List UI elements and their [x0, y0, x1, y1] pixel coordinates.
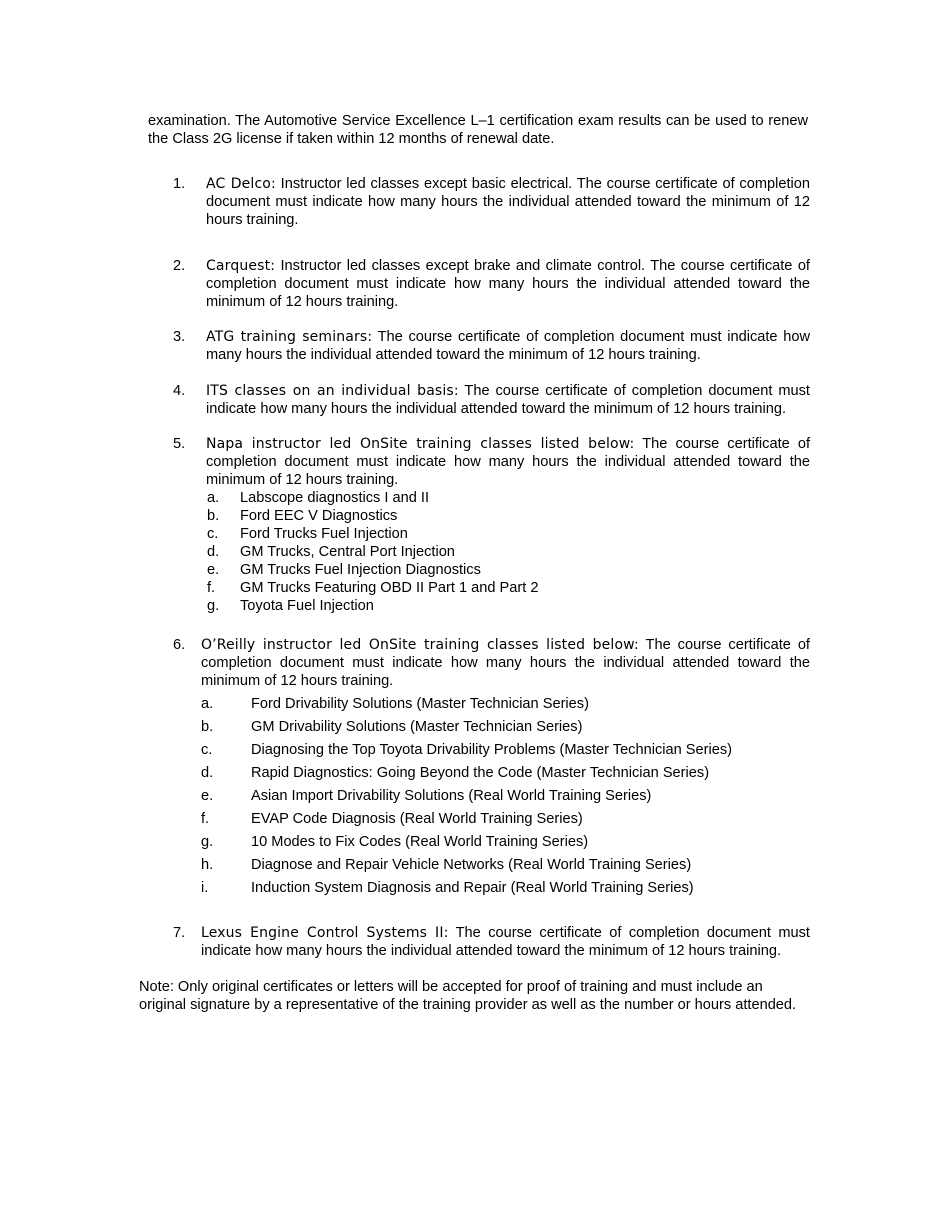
- list-item-1: [148, 175, 810, 229]
- sub-text: GM Trucks, Central Port Injection: [240, 544, 455, 560]
- sub-list-item: [206, 561, 810, 579]
- sub-list-item: [201, 764, 810, 787]
- item-body: [206, 175, 810, 229]
- sub-list-item: [206, 489, 810, 507]
- sub-list-item: [201, 695, 810, 718]
- sub-letter: b.: [207, 508, 220, 524]
- sub-letter: c.: [201, 742, 213, 758]
- sub-letter: e.: [207, 562, 220, 578]
- item-text: The course certificate of completion document must indicate how many hours the individual attended toward the minimum of 12 hours training.: [206, 329, 810, 363]
- sub-text: EVAP Code Diagnosis (Real World Training Series): [251, 811, 583, 827]
- sub-text: Induction System Diagnosis and Repair (Real World Training Series): [251, 880, 694, 896]
- item-body: [206, 382, 810, 418]
- list-item-2: [148, 257, 810, 311]
- sub-text: 10 Modes to Fix Codes (Real World Training Series): [251, 834, 589, 850]
- item-number: 1.: [173, 176, 186, 192]
- item-body: [201, 636, 810, 902]
- list-item-6: [148, 636, 810, 902]
- sub-text: Ford Drivability Solutions (Master Technician Series): [251, 696, 589, 712]
- item-number: 3.: [173, 329, 186, 345]
- sub-letter: i.: [201, 880, 209, 896]
- item-heading: Napa instructor led OnSite training classes listed below:: [206, 436, 635, 452]
- item-heading: Lexus Engine Control Systems II:: [201, 925, 449, 941]
- item-text: Instructor led classes except basic electrical. The course certificate of completion document must indicate how many hours the individual attended toward the minimum of 12 hours training.: [206, 176, 811, 228]
- sub-list-item: [206, 543, 810, 561]
- item-text: The course certificate of completion document must indicate how many hours the individual attended toward the minimum of 12 hours training.: [206, 436, 810, 488]
- item-text: Instructor led classes except brake and climate control. The course certificate of completion document must indicate how many hours the individual attended toward the minimum of 12 hours training.: [206, 258, 810, 310]
- sub-list-item: [206, 507, 810, 525]
- sub-text: Toyota Fuel Injection: [240, 598, 374, 614]
- item-body: [206, 435, 810, 615]
- item-text: The course certificate of completion document must indicate how many hours the individual attended toward the minimum of 12 hours training.: [201, 925, 810, 959]
- item-number: 6.: [173, 637, 186, 653]
- sub-list-item: [201, 787, 810, 810]
- sub-letter: e.: [201, 788, 214, 804]
- sub-text: Diagnosing the Top Toyota Drivability Problems (Master Technician Series): [251, 742, 733, 758]
- list-item-5: [148, 435, 810, 615]
- sub-letter: h.: [201, 857, 214, 873]
- sub-list-item: [201, 856, 810, 879]
- sub-text: Asian Import Drivability Solutions (Real World Training Series): [251, 788, 652, 804]
- sub-letter: a.: [207, 490, 220, 506]
- oreilly-class-list: [201, 695, 810, 902]
- sub-text: Labscope diagnostics I and II: [240, 490, 430, 506]
- sub-text: GM Trucks Fuel Injection Diagnostics: [240, 562, 481, 578]
- sub-list-item: [201, 879, 810, 902]
- sub-list-item: [201, 741, 810, 764]
- sub-list-item: [206, 579, 810, 597]
- sub-letter: f.: [201, 811, 210, 827]
- item-heading: Carquest:: [206, 258, 276, 274]
- sub-list-item: [206, 525, 810, 543]
- list-item-3: [148, 328, 810, 364]
- sub-text: Ford EEC V Diagnostics: [240, 508, 398, 524]
- item-number: 2.: [173, 258, 186, 274]
- item-heading: O’Reilly instructor led OnSite training classes listed below:: [201, 637, 639, 653]
- sub-list-item: [201, 810, 810, 833]
- item-heading: ATG training seminars:: [206, 329, 373, 345]
- sub-letter: f.: [207, 580, 216, 596]
- sub-text: GM Trucks Featuring OBD II Part 1 and Part 2: [240, 580, 539, 596]
- list-item-4: [148, 382, 810, 418]
- sub-text: Diagnose and Repair Vehicle Networks (Real World Training Series): [251, 857, 692, 873]
- sub-list-item: [206, 597, 810, 615]
- item-number: 5.: [173, 436, 186, 452]
- intro-paragraph: examination. The Automotive Service Excellence L–1 certification exam results can be used to renew the Class 2G license if taken within 12 months of renewal date.: [148, 113, 808, 147]
- item-text: The course certificate of completion document must indicate how many hours the individual attended toward the minimum of 12 hours training.: [201, 637, 810, 689]
- sub-list-item: [201, 833, 810, 856]
- sub-letter: g.: [207, 598, 220, 614]
- item-number: 4.: [173, 383, 186, 399]
- sub-letter: b.: [201, 719, 214, 735]
- sub-list-item: [201, 718, 810, 741]
- sub-letter: a.: [201, 696, 214, 712]
- item-body: [201, 924, 810, 960]
- sub-letter: c.: [207, 526, 219, 542]
- sub-text: Ford Trucks Fuel Injection: [240, 526, 408, 542]
- note-paragraph: Note: Only original certificates or letters will be accepted for proof of training and must include an original signature by a representative of the training provider as well as the number or hours attended.: [139, 979, 797, 1013]
- item-heading: AC Delco:: [206, 176, 276, 192]
- sub-letter: d.: [207, 544, 220, 560]
- item-body: [206, 257, 810, 311]
- sub-text: GM Drivability Solutions (Master Technician Series): [251, 719, 583, 735]
- sub-text: Rapid Diagnostics: Going Beyond the Code (Master Technician Series): [251, 765, 710, 781]
- item-heading: ITS classes on an individual basis:: [206, 383, 459, 399]
- napa-class-list: [206, 489, 810, 615]
- item-text: The course certificate of completion document must indicate how many hours the individual attended toward the minimum of 12 hours training.: [206, 383, 810, 417]
- list-item-7: [148, 924, 810, 960]
- sub-letter: g.: [201, 834, 214, 850]
- item-body: [206, 328, 810, 364]
- sub-letter: d.: [201, 765, 214, 781]
- item-number: 7.: [173, 925, 186, 941]
